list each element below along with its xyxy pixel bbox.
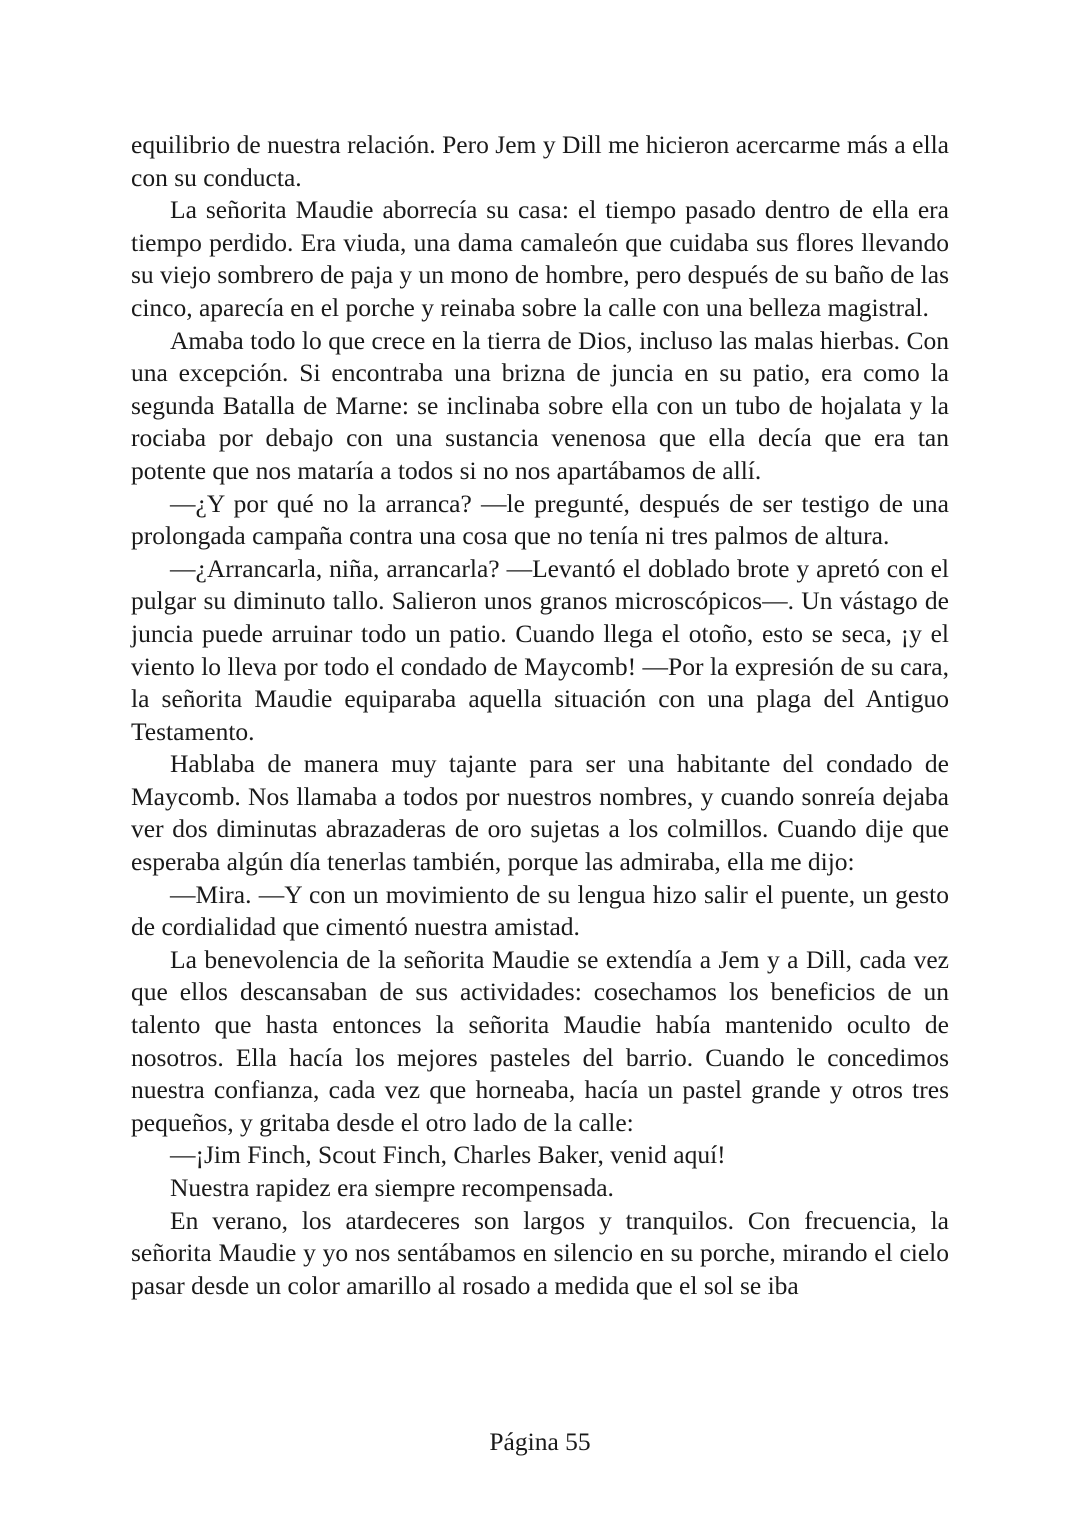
paragraph: Hablaba de manera muy tajante para ser una habitante del condado de Maycomb. Nos llamaba a todos por nuestros nombres, y cuando sonreía dejaba ver dos diminutas abrazaderas de oro sujetas a los colmillos. Cuando dije que esperaba algún día tenerlas también, porque las admiraba, ella me dijo: bbox=[131, 749, 949, 877]
paragraph: —¿Y por qué no la arranca? —le pregunté, después de ser testigo de una prolongada campaña contra una cosa que no tenía ni tres palmos de altura. bbox=[131, 488, 949, 551]
paragraph: En verano, los atardeceres son largos y tranquilos. Con frecuencia, la señorita Maudie y yo nos sentábamos en silencio en su porche, mirando el cielo pasar desde un color amarillo al rosado a medida que el sol se iba bbox=[131, 1205, 949, 1300]
paragraph: equilibrio de nuestra relación. Pero Jem y Dill me hicieron acercarme más a ella con su conducta. bbox=[131, 130, 949, 192]
paragraph: La señorita Maudie aborrecía su casa: el tiempo pasado dentro de ella era tiempo perdido. Era viuda, una dama camaleón que cuidaba sus flores llevando su viejo sombrero de paja y un mono de hombre, pero después de su baño de las cinco, aparecía en el porche y reinaba sobre la calle con una belleza magistral. bbox=[131, 195, 949, 322]
page-number: Página 55 bbox=[489, 1427, 591, 1456]
paragraph: Amaba todo lo que crece en la tierra de Dios, incluso las malas hierbas. Con una excepción. Si encontraba una brizna de juncia en su patio, era como la segunda Batalla de Marne: se inclinaba sobre ella con un tubo de hojalata y la rociaba por debajo con una sustancia venenosa que ella decía que era tan potente que nos mataría a todos si no nos apartábamos de allí. bbox=[131, 325, 949, 485]
paragraph: —Mira. —Y con un movimiento de su lengua hizo salir el puente, un gesto de cordialidad que cimentó nuestra amistad. bbox=[131, 879, 949, 942]
paragraph: Nuestra rapidez era siempre recompensada. bbox=[170, 1173, 614, 1202]
body-text bbox=[131, 129, 949, 1302]
paragraph: La benevolencia de la señorita Maudie se extendía a Jem y a Dill, cada vez que ellos descansaban de sus actividades: cosechamos los beneficios de un talento que hasta entonces la señorita Maudie había mantenido oculto de nosotros. Ella hacía los mejores pasteles del barrio. Cuando le concedimos nuestra confianza, cada vez que horneaba, hacía un pastel grande y otros tres pequeños, y gritaba desde el otro lado de la calle: bbox=[131, 944, 949, 1137]
paragraph: —¡Jim Finch, Scout Finch, Charles Baker, venid aquí! bbox=[170, 1140, 726, 1170]
paragraph: —¿Arrancarla, niña, arrancarla? —Levantó el doblado brote y apretó con el pulgar su diminuto tallo. Salieron unos granos microscópicos—. Un vástago de juncia puede arruinar todo un patio. Cuando llega el otoño, esto se seca, ¡y el viento lo lleva por todo el condado de Maycomb! —Por la expresión de su cara, la señorita Maudie equiparaba aquella situación con una plaga del Antiguo Testamento. bbox=[131, 553, 949, 746]
